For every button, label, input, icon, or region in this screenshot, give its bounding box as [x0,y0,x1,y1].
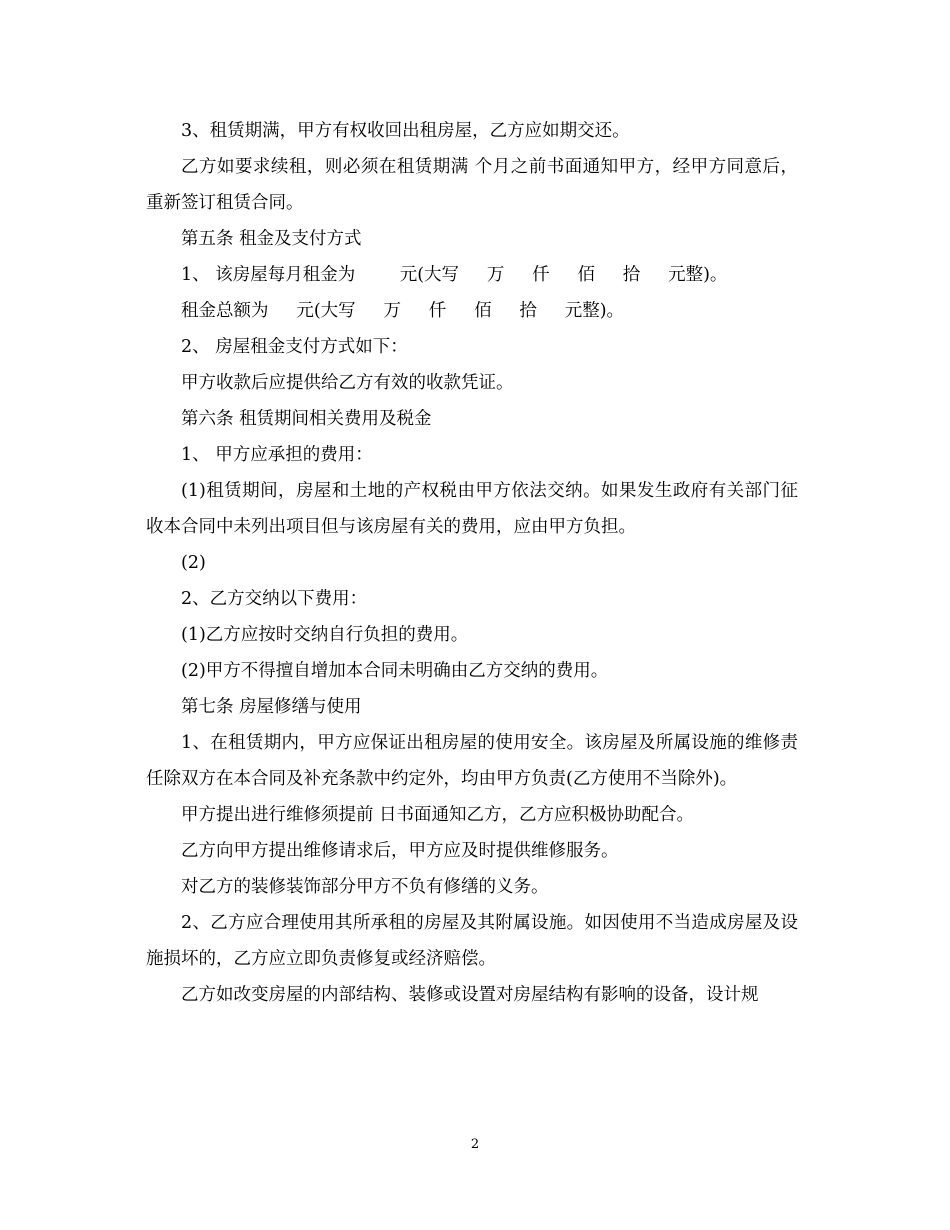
paragraph-repair-service: 乙方向甲方提出维修请求后，甲方应及时提供维修服务。 [181,841,619,861]
paragraph-property-tax: (1)租赁期间，房屋和土地的产权税由甲方依法交纳。如果发生政府有关部门征收本合同中未列出项目但与该房屋有关的费用，应由甲方负担。 [146,481,798,537]
document-body [146,113,798,1013]
page-number: 2 [470,1137,480,1152]
heading-article-5: 第五条 租金及支付方式 [181,229,362,249]
paragraph-repair-notice: 甲方提出进行维修须提前 日书面通知乙方，乙方应积极协助配合。 [181,805,695,825]
paragraph-party-b-self-fees: (1)乙方应按时交纳自行负担的费用。 [181,625,469,645]
paragraph-total-rent: 租金总额为 元(大写 万 仟 佰 拾 元整)。 [181,301,625,321]
paragraph-item-2: (2) [181,553,206,573]
paragraph-renewal: 乙方如要求续租，则必须在租赁期满 个月之前书面通知甲方，经甲方同意后，重新签订租赁合同。 [146,157,798,213]
heading-article-7: 第七条 房屋修缮与使用 [181,697,362,717]
paragraph-repair-responsibility: 1、在租赁期内，甲方应保证出租房屋的使用安全。该房屋及所属设施的维修责任除双方在本合同及补充条款中约定外，均由甲方负责(乙方使用不当除外)。 [146,733,798,789]
paragraph-proper-use: 2、乙方应合理使用其所承租的房屋及其附属设施。如因使用不当造成房屋及设施损坏的，乙方应立即负责修复或经济赔偿。 [146,913,798,969]
paragraph-party-a-fees: 1、 甲方应承担的费用： [181,445,373,465]
paragraph-decoration: 对乙方的装修装饰部分甲方不负有修缮的义务。 [181,877,549,897]
paragraph-structure-change: 乙方如改变房屋的内部结构、装修或设置对房屋结构有影响的设备，设计规 [181,985,759,1005]
paragraph-payment-method: 2、 房屋租金支付方式如下： [181,337,408,357]
paragraph-monthly-rent: 1、 该房屋每月租金为 元(大写 万 仟 佰 拾 元整)。 [181,265,728,285]
heading-article-6: 第六条 租赁期间相关费用及税金 [181,409,432,429]
paragraph-no-extra-fees: (2)甲方不得擅自增加本合同未明确由乙方交纳的费用。 [181,661,609,681]
paragraph-party-b-fees: 2、乙方交纳以下费用： [181,589,368,609]
paragraph-lease-expiry: 3、租赁期满，甲方有权收回出租房屋，乙方应如期交还。 [181,121,630,141]
paragraph-receipt: 甲方收款后应提供给乙方有效的收款凭证。 [181,373,514,393]
